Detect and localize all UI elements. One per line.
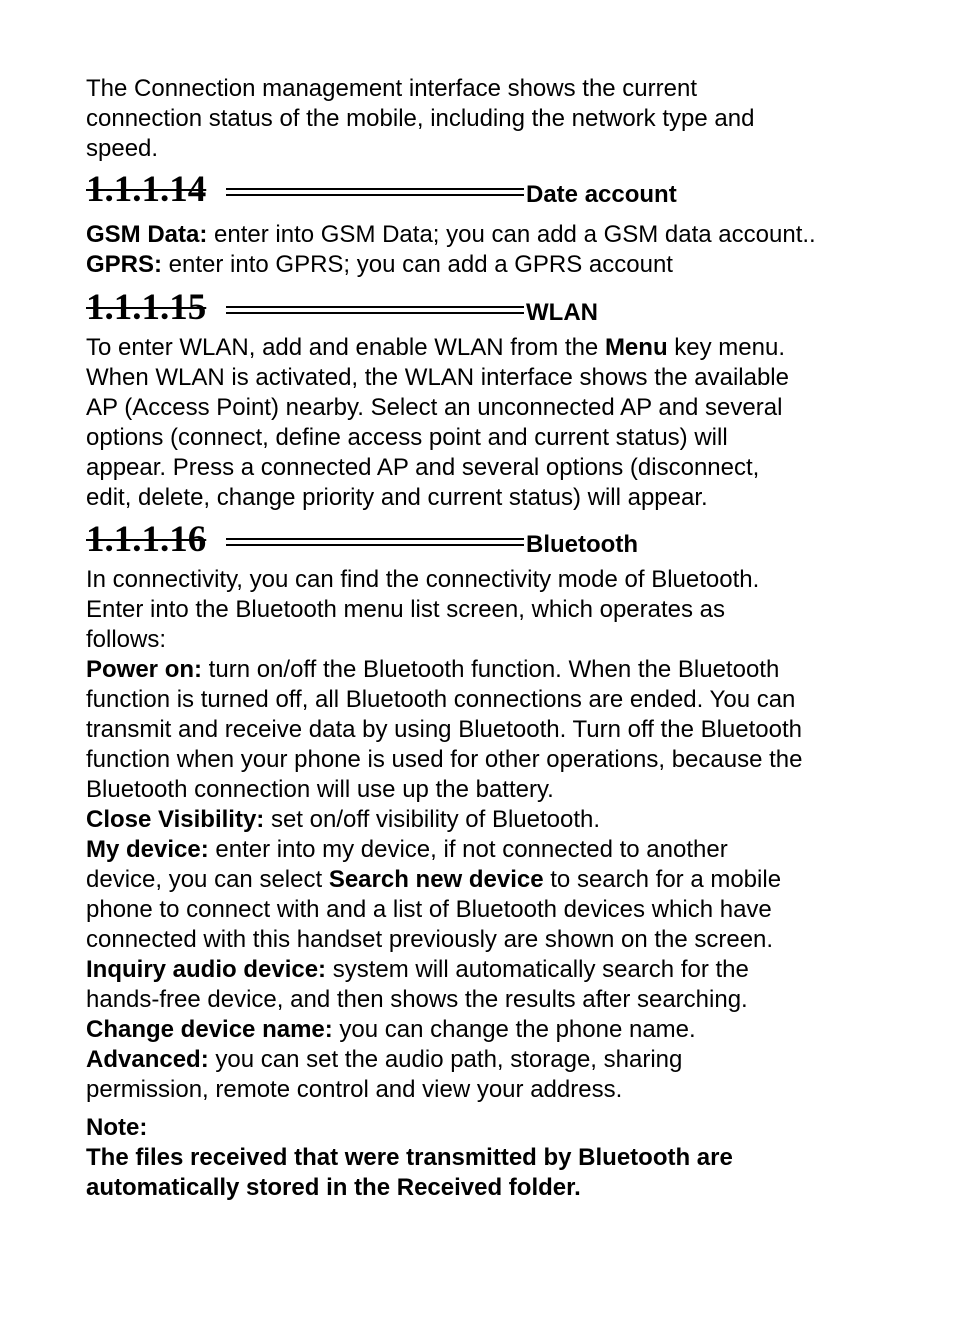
term-text: system will automatically search for the (326, 956, 749, 983)
advanced-line: permission, remote control and view your address. (86, 1076, 623, 1103)
term-text: set on/off visibility of Bluetooth. (264, 806, 601, 833)
term-label: Advanced: (86, 1046, 209, 1073)
section-body-15 (86, 333, 886, 513)
term-text: enter into GPRS; you can add a GPRS account (162, 251, 673, 278)
menu-key-term: Menu (604, 334, 668, 361)
intro-line: speed. (86, 135, 159, 162)
term-text: you can set the audio path, storage, sharing (208, 1046, 683, 1073)
gprs-line (86, 250, 886, 280)
term-label: GPRS: (86, 251, 163, 278)
term-label: GSM Data: (86, 221, 208, 248)
heading-rule (226, 312, 524, 314)
power-on-line: transmit and receive data by using Bluetooth. Turn off the Bluetooth (86, 716, 803, 743)
note-block (86, 1113, 886, 1203)
text-run: to search for a mobile (543, 866, 782, 893)
wlan-line: When WLAN is activated, the WLAN interface shows the available (86, 364, 789, 391)
section-title: Bluetooth (526, 531, 638, 558)
search-new-device-term: Search new device (328, 866, 544, 893)
note-label: Note: (86, 1114, 148, 1141)
power-on-line: function is turned off, all Bluetooth connections are ended. You can (86, 686, 796, 713)
section-heading-15 (86, 288, 786, 328)
intro-paragraph (86, 74, 886, 164)
bt-intro-line: follows: (86, 626, 167, 653)
intro-line: connection status of the mobile, including the network type and (86, 105, 755, 132)
wlan-line: options (connect, define access point and current status) will (86, 424, 728, 451)
heading-rule (226, 538, 524, 540)
term-label: My device: (86, 836, 209, 863)
text-run: To enter WLAN, add and enable WLAN from the (86, 334, 605, 361)
heading-rule (226, 194, 524, 196)
text-run: device, you can select (86, 866, 329, 893)
wlan-line: appear. Press a connected AP and several options (disconnect, (86, 454, 760, 481)
wlan-line: edit, delete, change priority and current status) will appear. (86, 484, 708, 511)
power-on-line: function when your phone is used for other operations, because the (86, 746, 803, 773)
gsm-data-line (86, 220, 886, 250)
my-device-line (86, 865, 886, 895)
term-label: Power on: (86, 656, 203, 683)
section-heading-14 (86, 170, 786, 210)
section-title: Date account (526, 181, 677, 208)
text-run: key menu. (667, 334, 785, 361)
bt-intro-line: In connectivity, you can find the connectivity mode of Bluetooth. (86, 566, 760, 593)
my-device-line (86, 835, 886, 865)
term-label: Inquiry audio device: (86, 956, 327, 983)
change-name-line (86, 1015, 886, 1045)
my-device-line: connected with this handset previously are shown on the screen. (86, 926, 774, 953)
inquiry-audio-line: hands-free device, and then shows the results after searching. (86, 986, 748, 1013)
term-text: enter into my device, if not connected to another (208, 836, 728, 863)
note-line: The files received that were transmitted by Bluetooth are (86, 1144, 733, 1171)
section-heading-16 (86, 520, 786, 560)
power-on-line (86, 655, 886, 685)
term-text: enter into GSM Data; you can add a GSM data account.. (207, 221, 816, 248)
wlan-line (86, 333, 886, 363)
section-body-14 (86, 220, 886, 280)
advanced-line (86, 1045, 886, 1075)
section-title: WLAN (526, 299, 598, 326)
intro-line: The Connection management interface shows the current (86, 75, 698, 102)
inquiry-audio-line (86, 955, 886, 985)
term-text: turn on/off the Bluetooth function. When the Bluetooth (202, 656, 780, 683)
heading-rule (226, 306, 524, 308)
section-body-16 (86, 565, 886, 1105)
note-line: automatically stored in the Received folder. (86, 1174, 581, 1201)
term-text: you can change the phone name. (332, 1016, 696, 1043)
section-number: 1.1.1.14 (86, 169, 207, 210)
wlan-line: AP (Access Point) nearby. Select an unconnected AP and several (86, 394, 783, 421)
heading-rule (226, 544, 524, 546)
term-label: Change device name: (86, 1016, 333, 1043)
term-label: Close Visibility: (86, 806, 265, 833)
close-visibility-line (86, 805, 886, 835)
heading-rule (226, 188, 524, 190)
power-on-line: Bluetooth connection will use up the battery. (86, 776, 554, 803)
section-number: 1.1.1.15 (86, 287, 207, 328)
bt-intro-line: Enter into the Bluetooth menu list screen, which operates as (86, 596, 726, 623)
section-number: 1.1.1.16 (86, 519, 207, 560)
my-device-line: phone to connect with and a list of Bluetooth devices which have (86, 896, 772, 923)
